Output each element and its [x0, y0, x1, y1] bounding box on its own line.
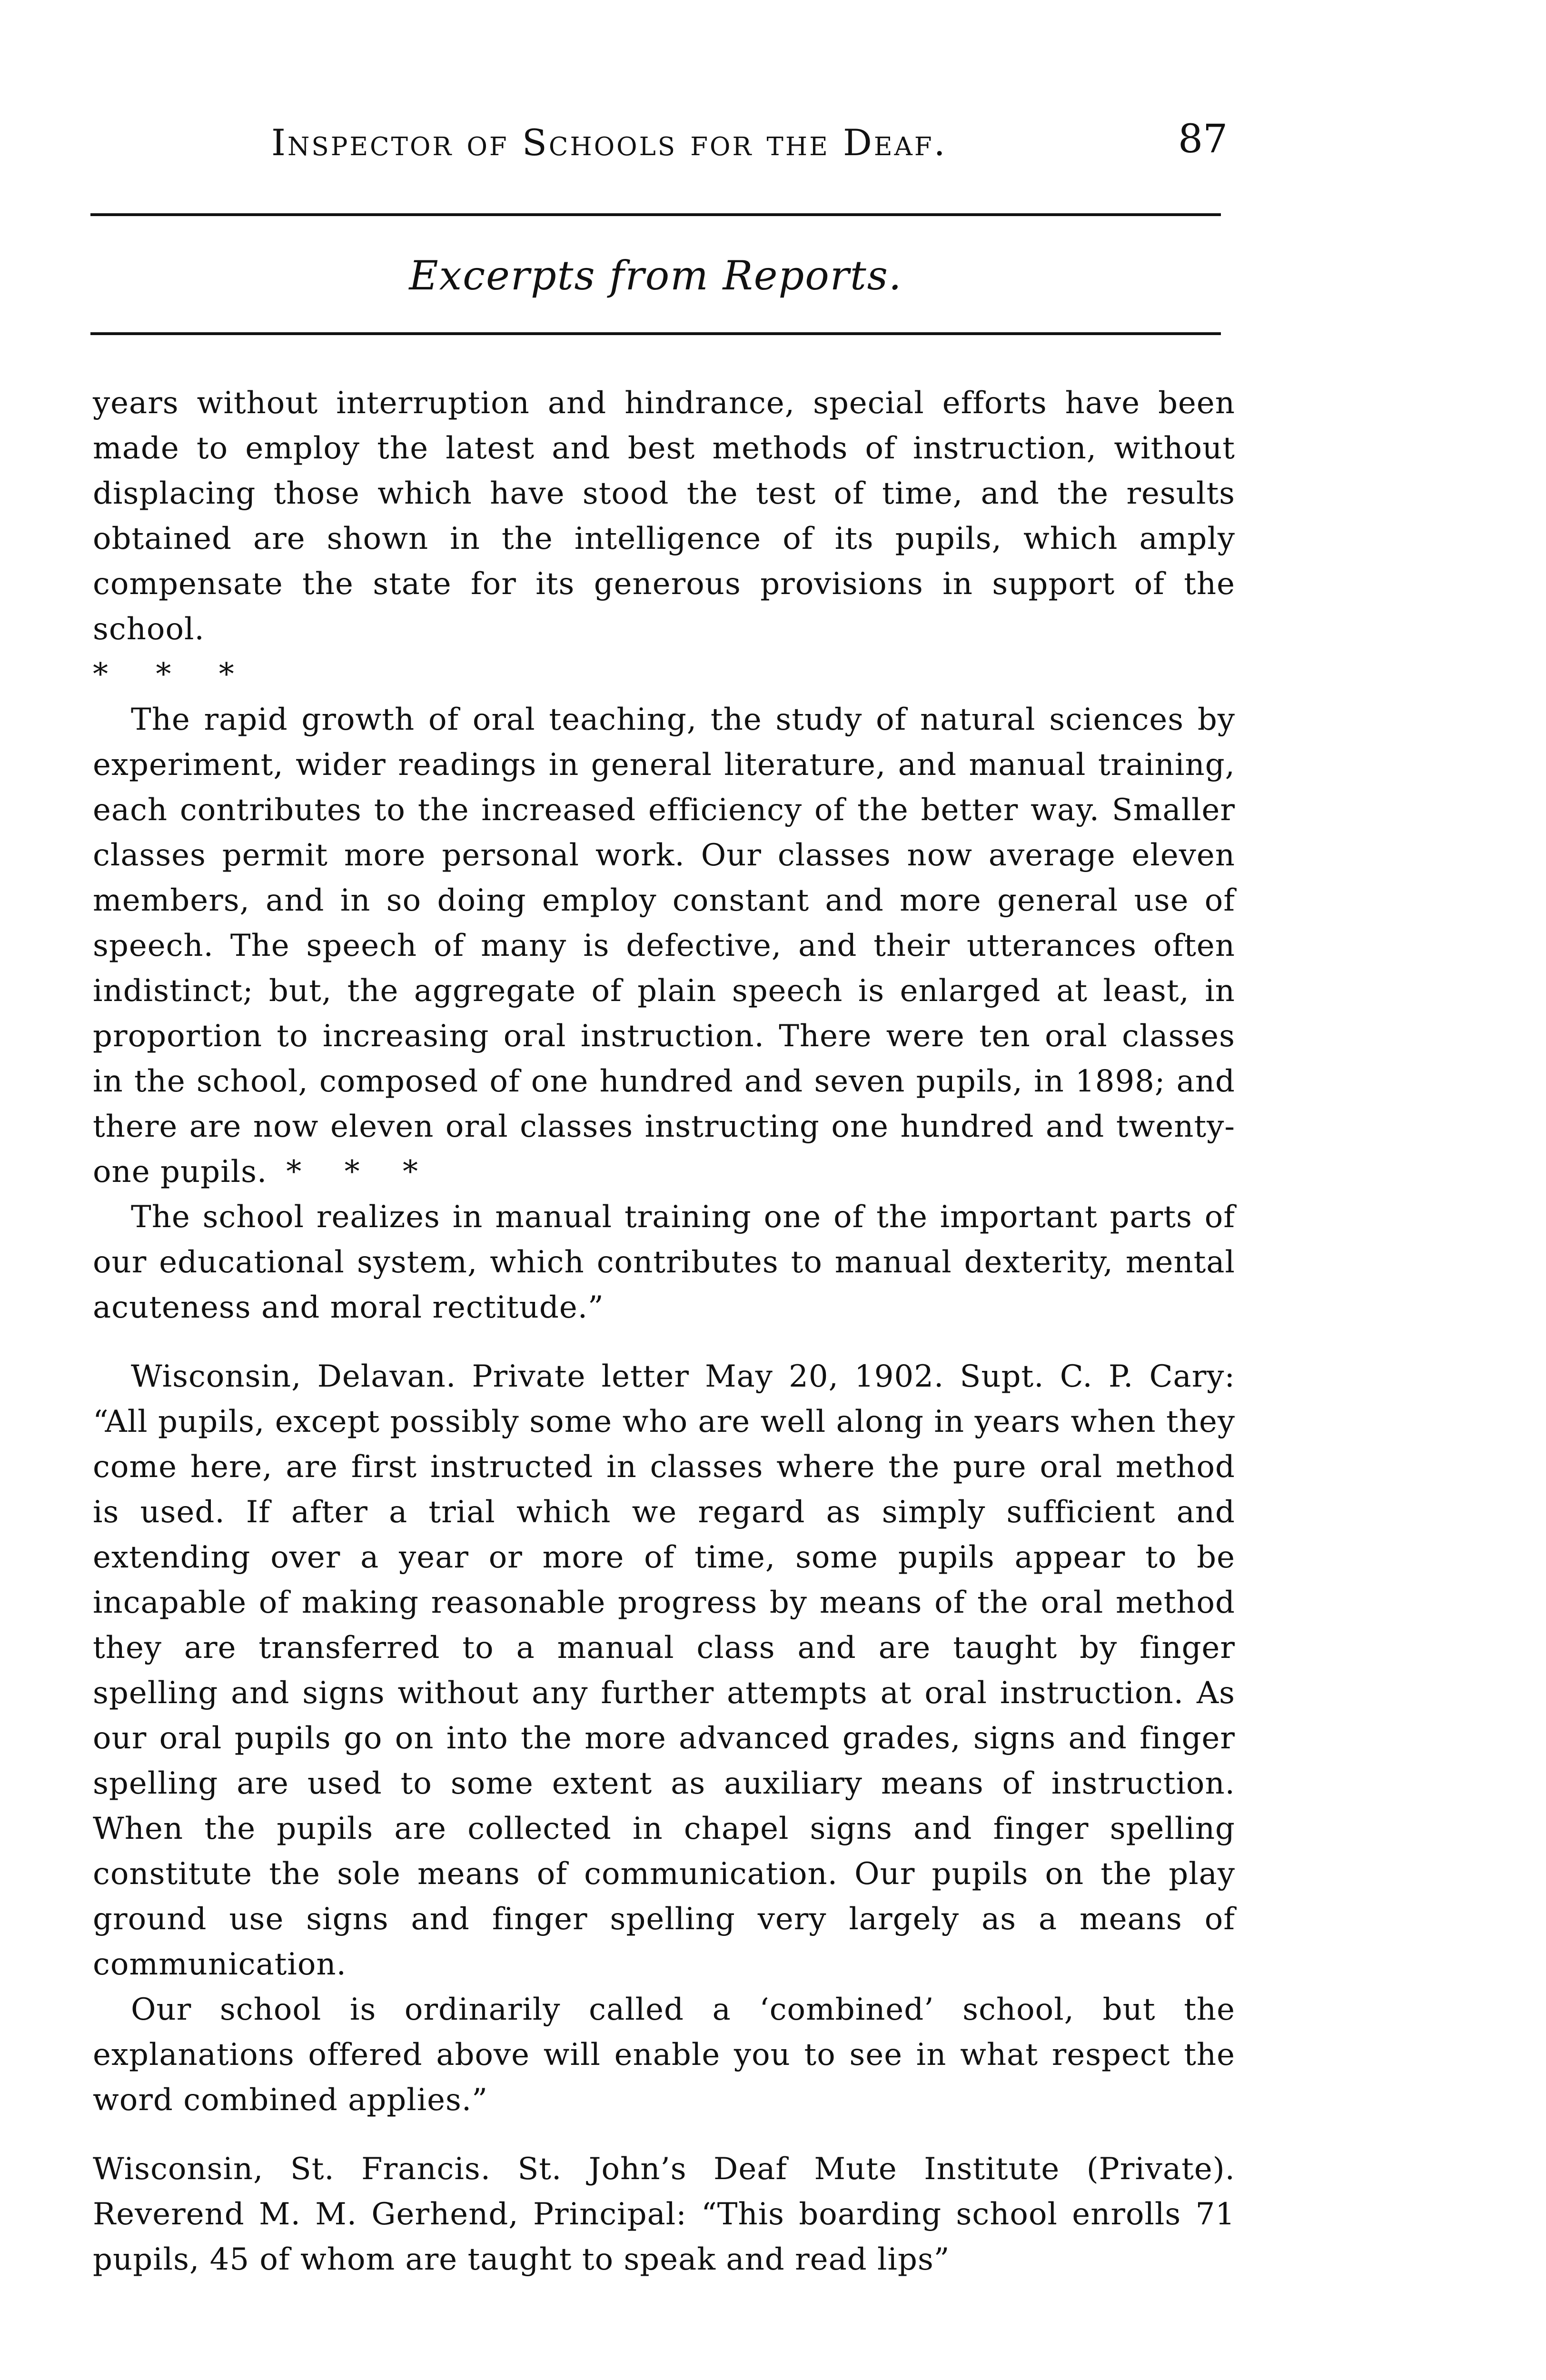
paragraph-4: Wisconsin, Delavan. Private letter May 20, 1902. Supt. C. P. Cary: “All pupils, except possibly some who are well along in years when they come here, are first instructed in classes where the pure oral method is used. If after a trial which we regard as simply sufficient and extending over a year or more of time, some pupils appear to be incapable of making reasonable progress by means of the oral method they are transferred to a manual class and are taught by finger spelling and signs without any further attempts at oral instruction. As our oral pupils go on into the more advanced grades, signs and finger spelling are used to some extent as auxiliary means of instruction. When the pupils are collected in chapel signs and finger spelling constitute the sole means of communication. Our pupils on the play ground use signs and finger spelling very largely as a means of communication.	[93, 1359, 1235, 1982]
top-rule	[90, 213, 1221, 216]
section-title: Excerpts from Reports.	[409, 252, 902, 299]
page-header	[0, 0, 1546, 299]
page-number: 87	[1178, 117, 1228, 162]
ellipsis-stars-1: * * *	[93, 657, 253, 692]
paragraph-1: years without interruption and hindrance, special efforts have been made to employ the latest and best methods of instruction, without displacing those which have stood the test of time, and the results obtained are shown in the intelligence of its pupils, which amply compensate the state for its generous provisions in support of the school.	[93, 386, 1235, 647]
paragraph-2	[93, 697, 1235, 1195]
paragraph-6: Wisconsin, St. Francis. St. John’s Deaf Mute Institute (Private). Reverend M. M. Gerhend, Principal: “This boarding school enrolls 71 pupils, 45 of whom are taught to speak and read lips”	[93, 2152, 1235, 2277]
paragraph-3: The school realizes in manual training one of the important parts of our educational system, which contributes to manual dexterity, mental acuteness and moral rectitude.”	[93, 1200, 1235, 1325]
page-body	[93, 381, 1235, 2282]
paragraph-5: Our school is ordinarily called a ‘combined’ school, but the explanations offered above will enable you to see in what respect the word combined applies.”	[93, 1992, 1235, 2118]
paragraph-2-text: The rapid growth of oral teaching, the study of natural sciences by experiment, wider readings in general literature, and manual training, each contributes to the increased efficiency of the better way. Smaller classes permit more personal work. Our classes now average eleven members, and in so doing employ constant and more general use of speech. The speech of many is defective, and their utterances often indistinct; but, the aggregate of plain speech is enlarged at least, in proportion to increasing oral instruction. There were ten oral classes in the school, composed of one hundred and seven pupils, in 1898; and there are now eleven oral classes instructing one hundred and twenty-one pupils.	[93, 702, 1235, 1190]
bottom-rule	[90, 332, 1221, 335]
running-head: Inspector of Schools for the Deaf.	[271, 121, 947, 164]
ellipsis-stars-2: * * *	[286, 1154, 435, 1190]
